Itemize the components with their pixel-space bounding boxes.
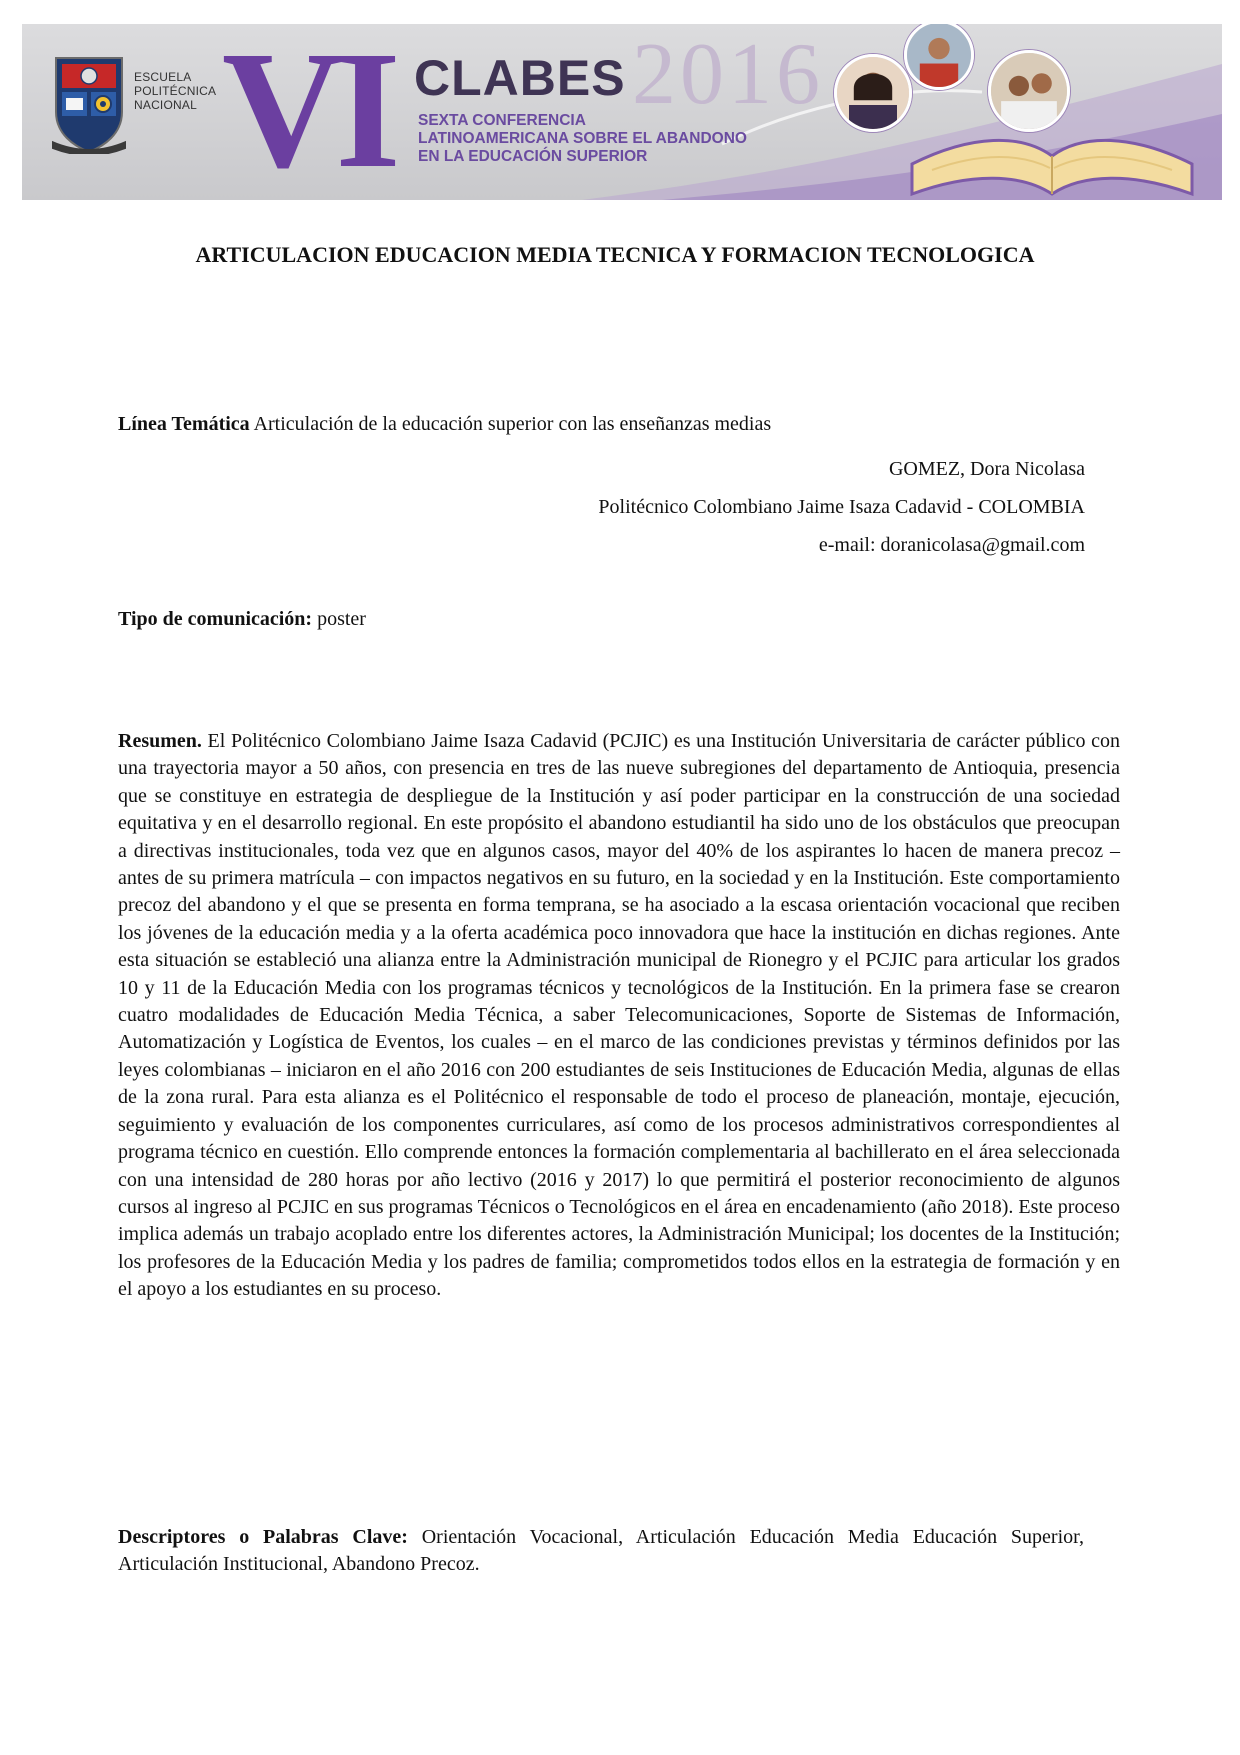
- conference-line: EN LA EDUCACIÓN SUPERIOR: [418, 148, 648, 165]
- student-photo-icon: [907, 24, 971, 87]
- communication-type-label: Tipo de comunicación:: [118, 608, 313, 630]
- abstract: [118, 728, 1120, 1304]
- keywords: [118, 1524, 1084, 1578]
- linea-tematica: [118, 412, 771, 436]
- abstract-label: Resumen.: [118, 730, 202, 752]
- student-photo-icon: [991, 53, 1067, 129]
- conference-line: LATINOAMERICANA SOBRE EL ABANDONO: [418, 130, 747, 147]
- institution-line: ESCUELA: [134, 70, 192, 84]
- student-photo: [988, 50, 1070, 132]
- communication-type-value: poster: [312, 608, 366, 630]
- conference-line: SEXTA CONFERENCIA: [418, 112, 586, 129]
- institution-name: [134, 70, 216, 112]
- communication-type: [118, 607, 366, 631]
- conference-name: [418, 112, 747, 166]
- keywords-text: Orientación Vocacional, Articulación Educación Media Educación Superior, Articulación Institucional, Abandono Precoz.: [118, 1526, 1084, 1575]
- conference-banner: [22, 24, 1222, 200]
- epn-logo: [52, 54, 222, 174]
- author-name: GOMEZ, Dora Nicolasa: [888, 458, 1085, 480]
- roman-numeral: VI: [222, 24, 393, 200]
- linea-tematica-label: Línea Temática: [118, 413, 250, 435]
- linea-tematica-value: Articulación de la educación superior con las enseñanzas medias: [249, 413, 772, 435]
- conference-acronym: CLABES: [414, 50, 626, 106]
- student-photo-icon: [837, 57, 909, 129]
- abstract-text: El Politécnico Colombiano Jaime Isaza Cadavid (PCJIC) es una Institución Universitaria de carácter público con una trayectoria mayor a 50 años, con presencia en tres de las nueve subregiones del departamento de Antioquia, presencia que se constituye en estrategia de despliegue de la Institución y así poder participar en la construcción de una sociedad equitativa y en el desarrollo regional. En este propósito el abandono estudiantil ha sido uno de los obstáculos que preocupan a directivas institucionales, toda vez que en algunos casos, mayor del 40% de los aspirantes lo hacen de manera precoz –antes de su primera matrícula – con impactos negativos en su futuro, en la sociedad y en la Institución. Este comportamiento precoz del abandono y el que se presenta en forma temprana, se ha asociado a la escasa orientación vocacional que reciben los jóvenes de la educación media y a la oferta académica poco innovadora que hace la institución en dichas regiones. Ante esta situación se estableció una alianza entre la Administración municipal de Rionegro y el PCJIC para articular los grados 10 y 11 de la Educación Media con los programas técnicos y tecnológicos de la Institución. En la primera fase se crearon cuatro modalidades de Educación Media Técnica, a saber Telecomunicaciones, Soporte de Sistemas de Información, Automatización y Logística de Eventos, los cuales – en el marco de las condiciones previstas y términos definidos por las leyes colombianas – iniciaron en el año 2016 con 200 estudiantes de seis Instituciones de Educación Media, algunas de ellas de la zona rural. Para esta alianza es el Politécnico el responsable de todo el proceso de planeación, montaje, ejecución, seguimiento y evaluación de los componentes curriculares, así como de los procesos administrativos correspondientes al programa técnico en cuestión. Ello comprende entonces la formación complementaria al bachillerato en el área seleccionada con una intensidad de 280 horas por año lectivo (2016 y 2017) lo que permitirá el posterior reconocimiento de algunos cursos al ingreso al PCJIC en sus programas Técnicos o Tecnológicos en el área en encadenamiento (año 2018). Este proceso implica además un trabajo acoplado entre los diferentes actores, la Administración Municipal; los docentes de la Institución; los profesores de la Educación Media y los padres de familia; comprometidos todos ellos en la estrategia de formación y en el apoyo a los estudiantes en su proceso.: [118, 730, 1121, 1301]
- author-block: [598, 450, 1085, 564]
- author-affiliation: Politécnico Colombiano Jaime Isaza Cadavid - COLOMBIA: [598, 496, 1085, 518]
- shield-icon: [52, 54, 126, 154]
- institution-line: NACIONAL: [134, 98, 197, 112]
- institution-line: POLITÉCNICA: [134, 84, 217, 98]
- author-email: e-mail: doranicolasa@gmail.com: [818, 534, 1085, 556]
- banner-year: 2016: [632, 26, 824, 123]
- student-photo: [834, 54, 912, 132]
- paper-title: ARTICULACION EDUCACION MEDIA TECNICA Y FORMACION TECNOLOGICA: [195, 242, 1035, 267]
- keywords-label: Descriptores o Palabras Clave:: [118, 1526, 408, 1548]
